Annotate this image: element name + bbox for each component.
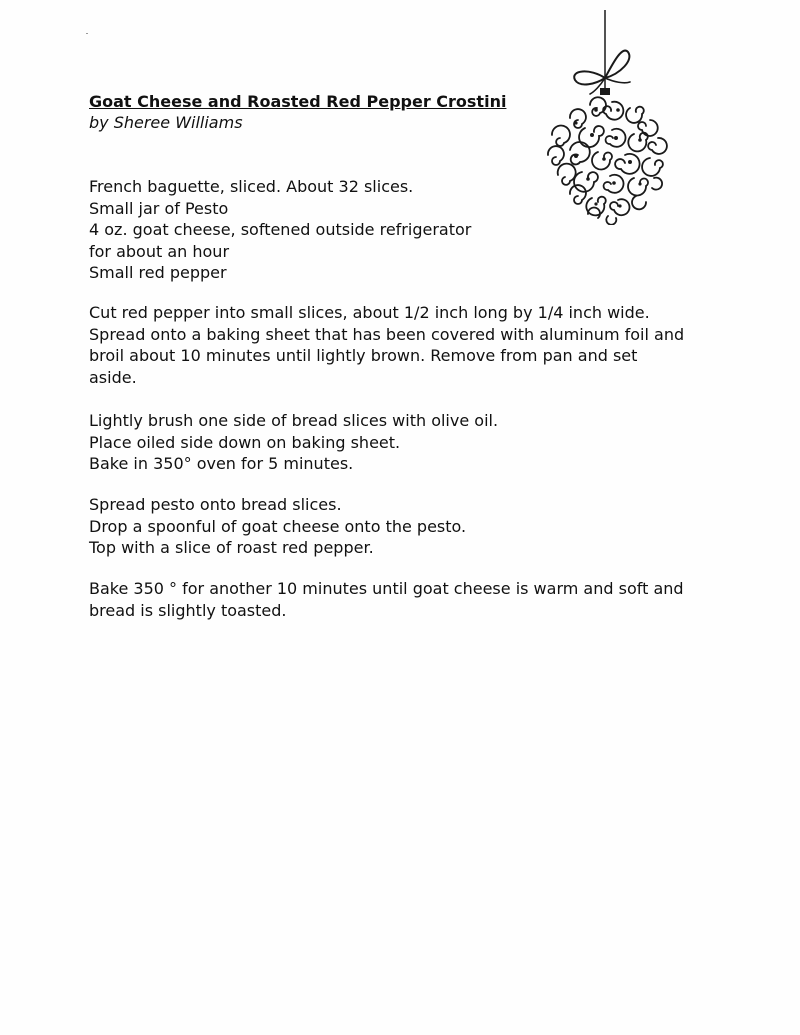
- instruction-step-1: [89, 302, 729, 388]
- instruction-line: Bake in 350° oven for 5 minutes.: [89, 454, 354, 473]
- recipe-author: by Sheree Williams: [89, 113, 243, 132]
- instruction-line: Bake 350 ° for another 10 minutes until goat cheese is warm and soft and: [89, 579, 684, 598]
- instruction-line: Place oiled side down on baking sheet.: [89, 432, 401, 452]
- instruction-line: broil about 10 minutes until lightly brown. Remove from pan and set: [89, 346, 638, 365]
- instruction-line: bread is slightly toasted.: [89, 600, 287, 620]
- ornament-bow-right: [605, 51, 629, 78]
- ornament-bow-tail-right: [605, 78, 630, 83]
- scan-speck: [86, 33, 88, 34]
- instruction-line: Cut red pepper into small slices, about 1/2 inch long by 1/4 inch wide.: [89, 303, 650, 322]
- ingredient-line: for about an hour: [89, 241, 230, 261]
- instruction-line: Spread pesto onto bread slices.: [89, 495, 342, 514]
- ornament-bow-left: [574, 71, 605, 84]
- instruction-line: aside.: [89, 367, 137, 387]
- instruction-step-4: [89, 578, 729, 621]
- instruction-step-3: [89, 494, 729, 559]
- ingredient-line: Small jar of Pesto: [89, 198, 229, 218]
- ingredients-list: [89, 176, 729, 284]
- instruction-line: Top with a slice of roast red pepper.: [89, 538, 374, 557]
- recipe-title: Goat Cheese and Roasted Red Pepper Crostini: [89, 92, 507, 111]
- ingredient-line: Small red pepper: [89, 263, 227, 282]
- instruction-step-2: [89, 410, 729, 475]
- ingredient-line: 4 oz. goat cheese, softened outside refrigerator: [89, 220, 472, 239]
- instruction-line: Spread onto a baking sheet that has been covered with aluminum foil and: [89, 324, 685, 344]
- ornament-cap: [600, 88, 610, 95]
- instruction-line: Drop a spoonful of goat cheese onto the pesto.: [89, 516, 467, 536]
- ingredient-line: French baguette, sliced. About 32 slices.: [89, 177, 414, 196]
- instruction-line: Lightly brush one side of bread slices with olive oil.: [89, 411, 499, 430]
